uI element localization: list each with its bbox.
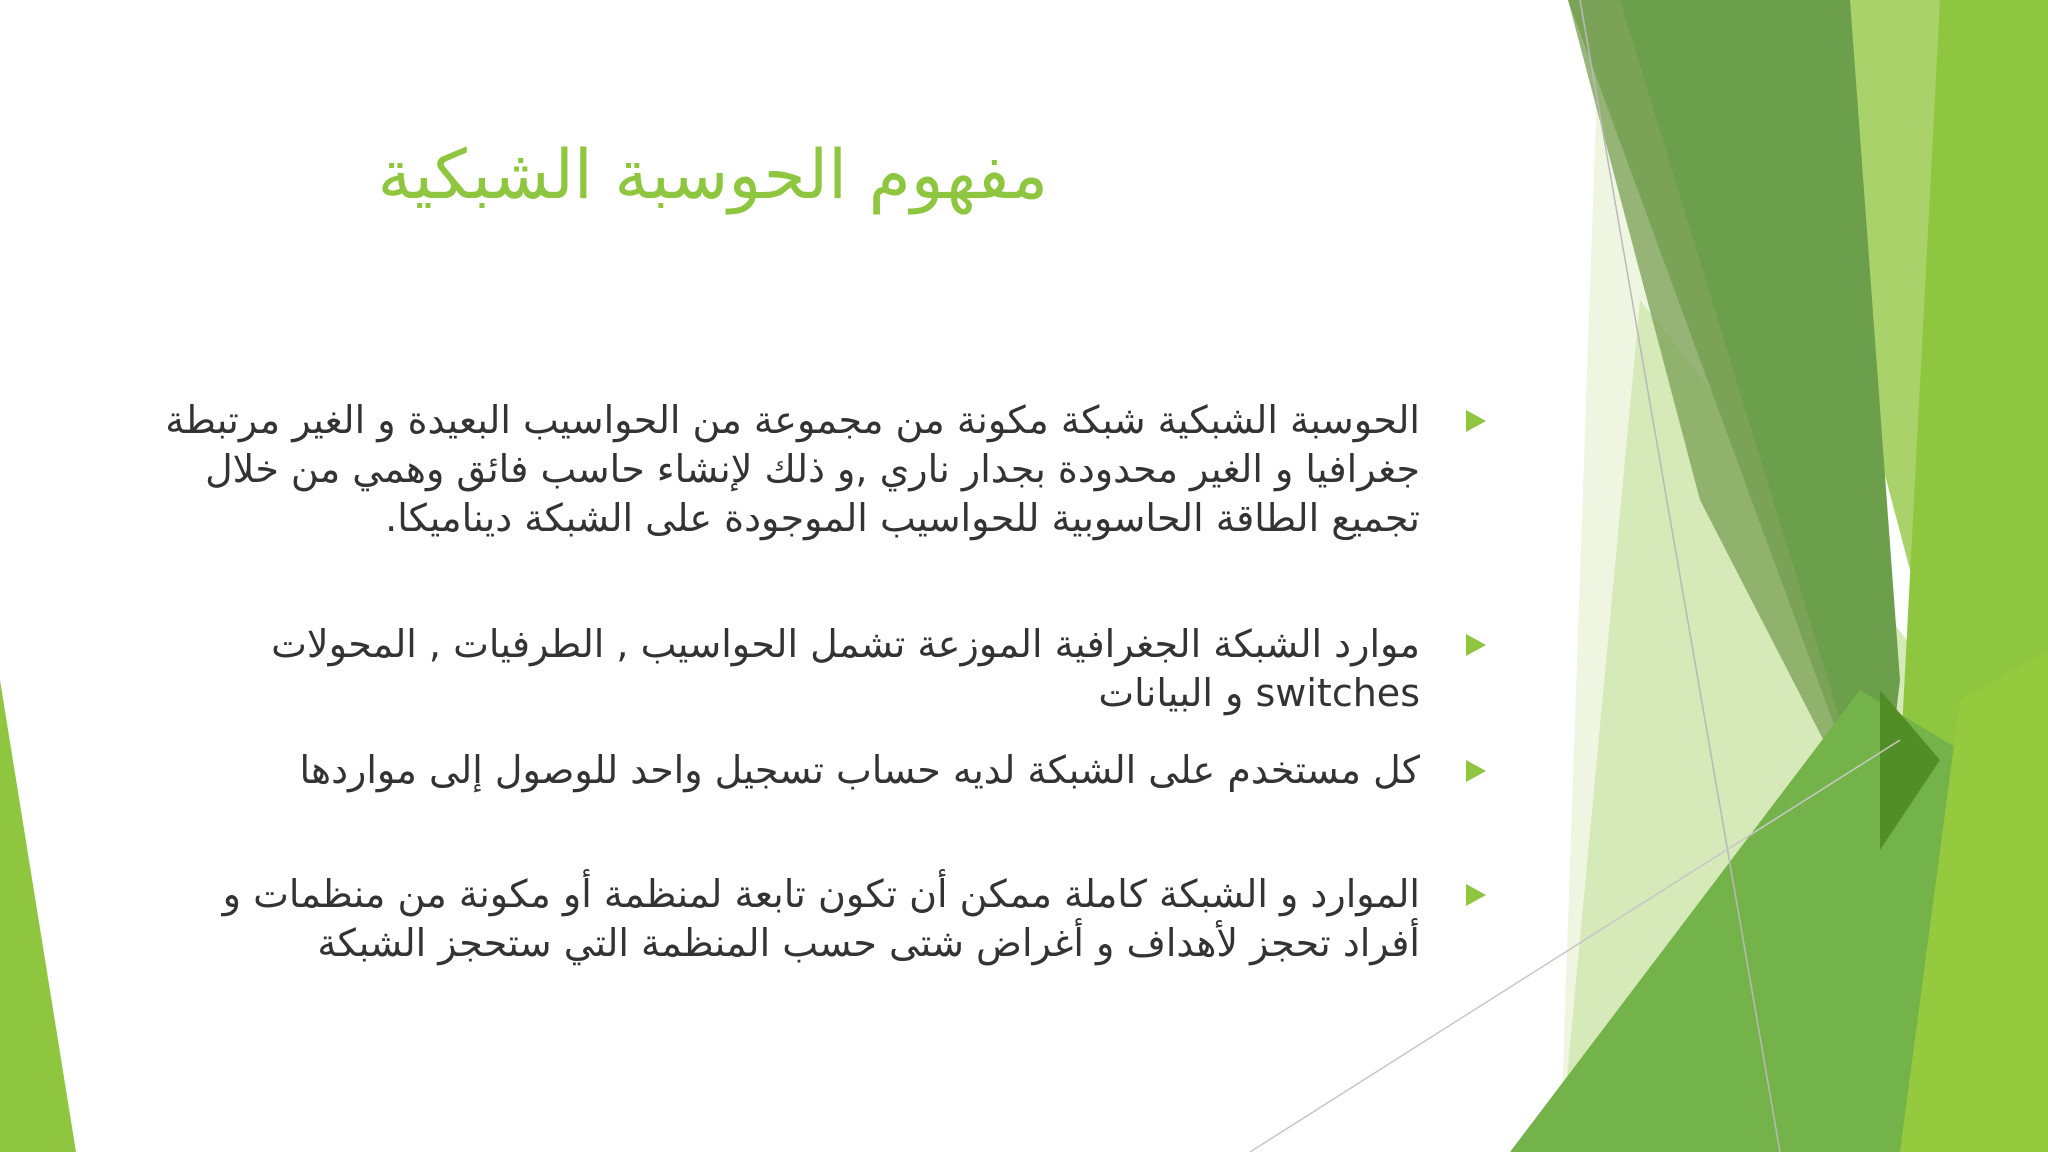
bullet-text: كل مستخدم على الشبكة لديه حساب تسجيل واحد للوصول إلى مواردها <box>299 748 1420 792</box>
bullet-item-4 <box>140 870 1420 1020</box>
bullet-item-3 <box>140 746 1420 846</box>
bullet-text: الموارد و الشبكة كاملة ممكن أن تكون تابعة لمنظمة أو مكونة من منظمات و أفراد تحجز لأهداف و أغراض شتى حسب المنظمة التي ستحجز الشبكة <box>222 872 1420 965</box>
bullet-marker-icon <box>1466 760 1486 782</box>
bullet-marker-icon <box>1466 884 1486 906</box>
slide-title: مفهوم الحوسبة الشبكية <box>377 136 1048 215</box>
bullet-text: الحوسبة الشبكية شبكة مكونة من مجموعة من الحواسيب البعيدة و الغير مرتبطة جغرافيا و الغير محدودة بجدار ناري ,و ذلك لإنشاء حاسب فائق وهمي من خلال تجميع الطاقة الحاسوبية للحواسيب الموجودة على الشبكة ديناميكا. <box>165 398 1420 540</box>
bullet-item-1 <box>140 396 1420 596</box>
shard-left-sliver <box>0 680 76 1152</box>
bullet-text: موارد الشبكة الجغرافية الموزعة تشمل الحواسيب , الطرفيات , المحولات switches و البيانات <box>271 622 1420 715</box>
bullet-marker-icon <box>1466 410 1486 432</box>
bullet-item-2 <box>140 620 1420 720</box>
bullet-marker-icon <box>1466 634 1486 656</box>
